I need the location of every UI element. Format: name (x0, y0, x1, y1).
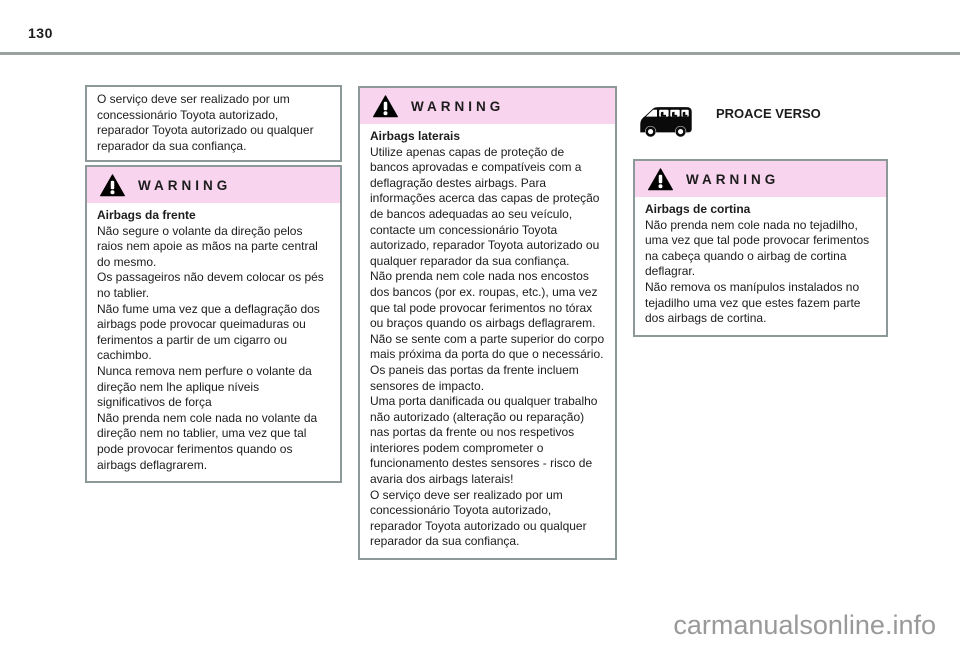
warning-paragraph: Utilize apenas capas de proteção de bancos aprovadas e compatíveis com a deflagração destes airbags. Para informações acerca das capas de proteção de bancos adequadas ao seu veículo, contacte um concessionário Toyota autorizado, reparador Toyota autorizado ou qualquer reparador da sua confiança. (370, 144, 600, 268)
warning-paragraph: Nunca remova nem perfure o volante da direção nem lhe aplique níveis significativos de força (97, 363, 312, 410)
warning-triangle-icon (648, 168, 673, 191)
header-rule (0, 52, 960, 55)
watermark-text: carmanualsonline.info (673, 610, 936, 640)
warning-paragraph: Uma porta danificada ou qualquer trabalho não autorizado (alteração ou reparação) nas portas da frente ou nos respetivos interiores podem comprometer o funcionamento destes sensores - risco de avaria dos airbags laterais! (370, 394, 598, 487)
warning-header (635, 161, 886, 197)
note-text: O serviço deve ser realizado por um concessionário Toyota autorizado, reparador Toyota autorizado ou qualquer reparador da sua confiança. (97, 92, 314, 153)
warning-paragraph: Não remova os manípulos instalados no tejadilho uma vez que estes fazem parte dos airbags de cortina. (645, 279, 861, 326)
warning-title: Airbags da frente (97, 208, 196, 222)
warning-paragraph: Não prenda nem cole nada nos encostos dos bancos (por ex. roupas, etc.), uma vez que tal pode provocar ferimentos no tórax ou braços quando os airbags deflagrarem. (370, 269, 598, 331)
warning-paragraph: Os paneis das portas da frente incluem sensores de impacto. (370, 362, 579, 393)
warning-paragraph: Não prenda nem cole nada no volante da direção nem no tablier, uma vez que tal pode provocar ferimentos quando os airbags deflagrarem. (97, 410, 318, 472)
warning-paragraph: Não segure o volante da direção pelos raios nem apoie as mãos na parte central do mesmo. (97, 223, 318, 269)
warning-box-curtain-airbags (633, 159, 888, 337)
warning-label: WARNING (686, 171, 780, 187)
warning-header (360, 88, 615, 124)
warning-paragraph: Os passageiros não devem colocar os pés no tablier. (97, 270, 324, 300)
warning-triangle-icon (373, 95, 398, 118)
warning-header (87, 167, 340, 203)
warning-box-front-airbags (85, 165, 342, 483)
warning-box-side-airbags (358, 86, 617, 560)
warning-paragraph: O serviço deve ser realizado por um concessionário Toyota autorizado, reparador Toyota autorizado ou qualquer reparador da sua confiança. (370, 487, 587, 549)
warning-paragraph: Não se sente com a parte superior do corpo mais próxima da porta do que o necessário. (370, 331, 605, 362)
warning-label: WARNING (411, 98, 505, 114)
page-number: 130 (28, 25, 53, 41)
warning-paragraph: Não fume uma vez que a deflagração dos airbags pode provocar queimaduras ou ferimentos a partir de um cigarro ou cachimbo. (97, 301, 320, 363)
note-box (85, 85, 342, 162)
warning-triangle-icon (100, 174, 125, 197)
minivan-icon (636, 99, 696, 141)
warning-title: Airbags de cortina (645, 202, 751, 216)
vehicle-model-label: PROACE VERSO (716, 106, 821, 121)
warning-paragraph: Não prenda nem cole nada no tejadilho, uma vez que tal pode provocar ferimentos na cabeça quando o airbag de cortina deflagrar. (645, 217, 870, 279)
warning-label: WARNING (138, 177, 232, 193)
warning-title: Airbags laterais (370, 129, 461, 143)
